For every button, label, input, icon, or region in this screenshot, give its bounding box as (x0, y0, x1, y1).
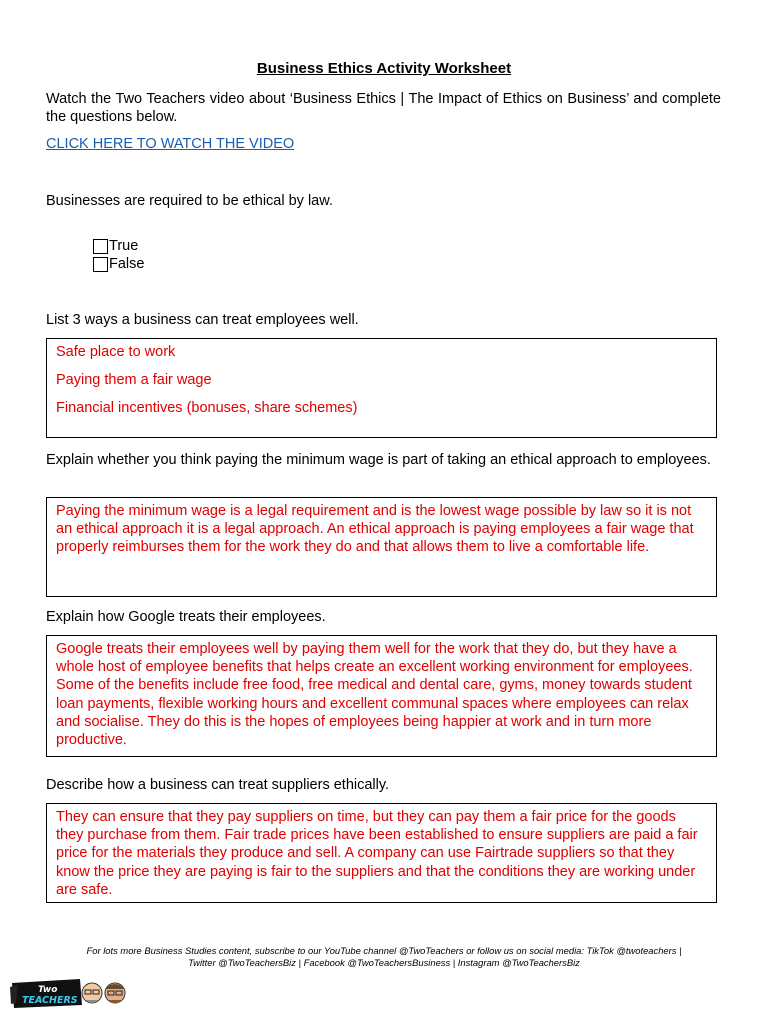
footer (40, 945, 728, 969)
checkbox-true[interactable] (93, 239, 108, 254)
option-true-label: True (109, 238, 139, 254)
footer-line-1: For lots more Business Studies content, subscribe to our YouTube channel @TwoTeachers or follow us on social media: TikTok @twoteachers | (86, 945, 682, 956)
answer-3-text: Paying the minimum wage is a legal requirement and is the lowest wage possible by law so it is not an ethical approach it is a legal approach. An ethical approach is paying employees a fair wage that properly reimburses them for the work they do and that allows them to live a comfortable life. (56, 503, 694, 556)
option-false-label: False (109, 256, 145, 272)
question-3: Explain whether you think paying the minimum wage is part of taking an ethical approach to employees. (46, 452, 711, 468)
two-teachers-logo (10, 973, 130, 1011)
answer-2-item: Safe place to work (56, 344, 176, 360)
answer-box-5[interactable] (46, 803, 717, 903)
footer-line-2: Twitter @TwoTeachersBiz | Facebook @TwoTeachersBusiness | Instagram @TwoTeachersBiz (188, 957, 580, 968)
watch-video-link[interactable]: CLICK HERE TO WATCH THE VIDEO (46, 136, 295, 152)
option-false[interactable] (93, 255, 144, 273)
option-true[interactable] (93, 237, 144, 255)
cartoon-face-icon (105, 983, 125, 1004)
checkbox-false[interactable] (93, 257, 108, 272)
answer-box-4[interactable] (46, 635, 717, 757)
answer-4-text: Google treats their employees well by paying them well for the work that they do, but they have a whole host of employee benefits that helps create an excellent working environment for employees. Some of the benefits include free food, free medical and dental care, gyms, money towards student loan payments, flexible working hours and excellent communal spaces where employees can relax and socialise. They do this is the hopes of employees being happier at work and in turn more productive. (56, 641, 693, 749)
answer-2-item: Paying them a fair wage (56, 371, 212, 388)
cartoon-face-icon (82, 983, 102, 1003)
answer-box-2[interactable] (46, 338, 717, 438)
q1-options (93, 237, 144, 273)
answer-5-text: They can ensure that they pay suppliers on time, but they can pay them a fair price for the goods they purchase from them. Fair trade prices have been established to ensure suppliers are paid a fair price for the materials they produce and sell. A company can use Fairtrade suppliers so that they know the price they are paying is fair to the suppliers and that the conditions they are working under are safe. (56, 809, 698, 898)
logo-text-bottom: TEACHERS (22, 995, 78, 1006)
question-1: Businesses are required to be ethical by law. (46, 193, 333, 209)
question-2: List 3 ways a business can treat employees well. (46, 312, 359, 328)
worksheet-title: Business Ethics Activity Worksheet (256, 60, 512, 77)
question-4: Explain how Google treats their employees. (46, 609, 326, 625)
logo-text-top: Two (38, 985, 58, 995)
answer-box-3[interactable] (46, 497, 717, 597)
answer-2-item: Financial incentives (bonuses, share schemes) (56, 399, 358, 416)
question-5: Describe how a business can treat suppliers ethically. (46, 777, 390, 793)
intro-text: Watch the Two Teachers video about ‘Business Ethics | The Impact of Ethics on Business’ and complete the questions below. (46, 91, 721, 125)
